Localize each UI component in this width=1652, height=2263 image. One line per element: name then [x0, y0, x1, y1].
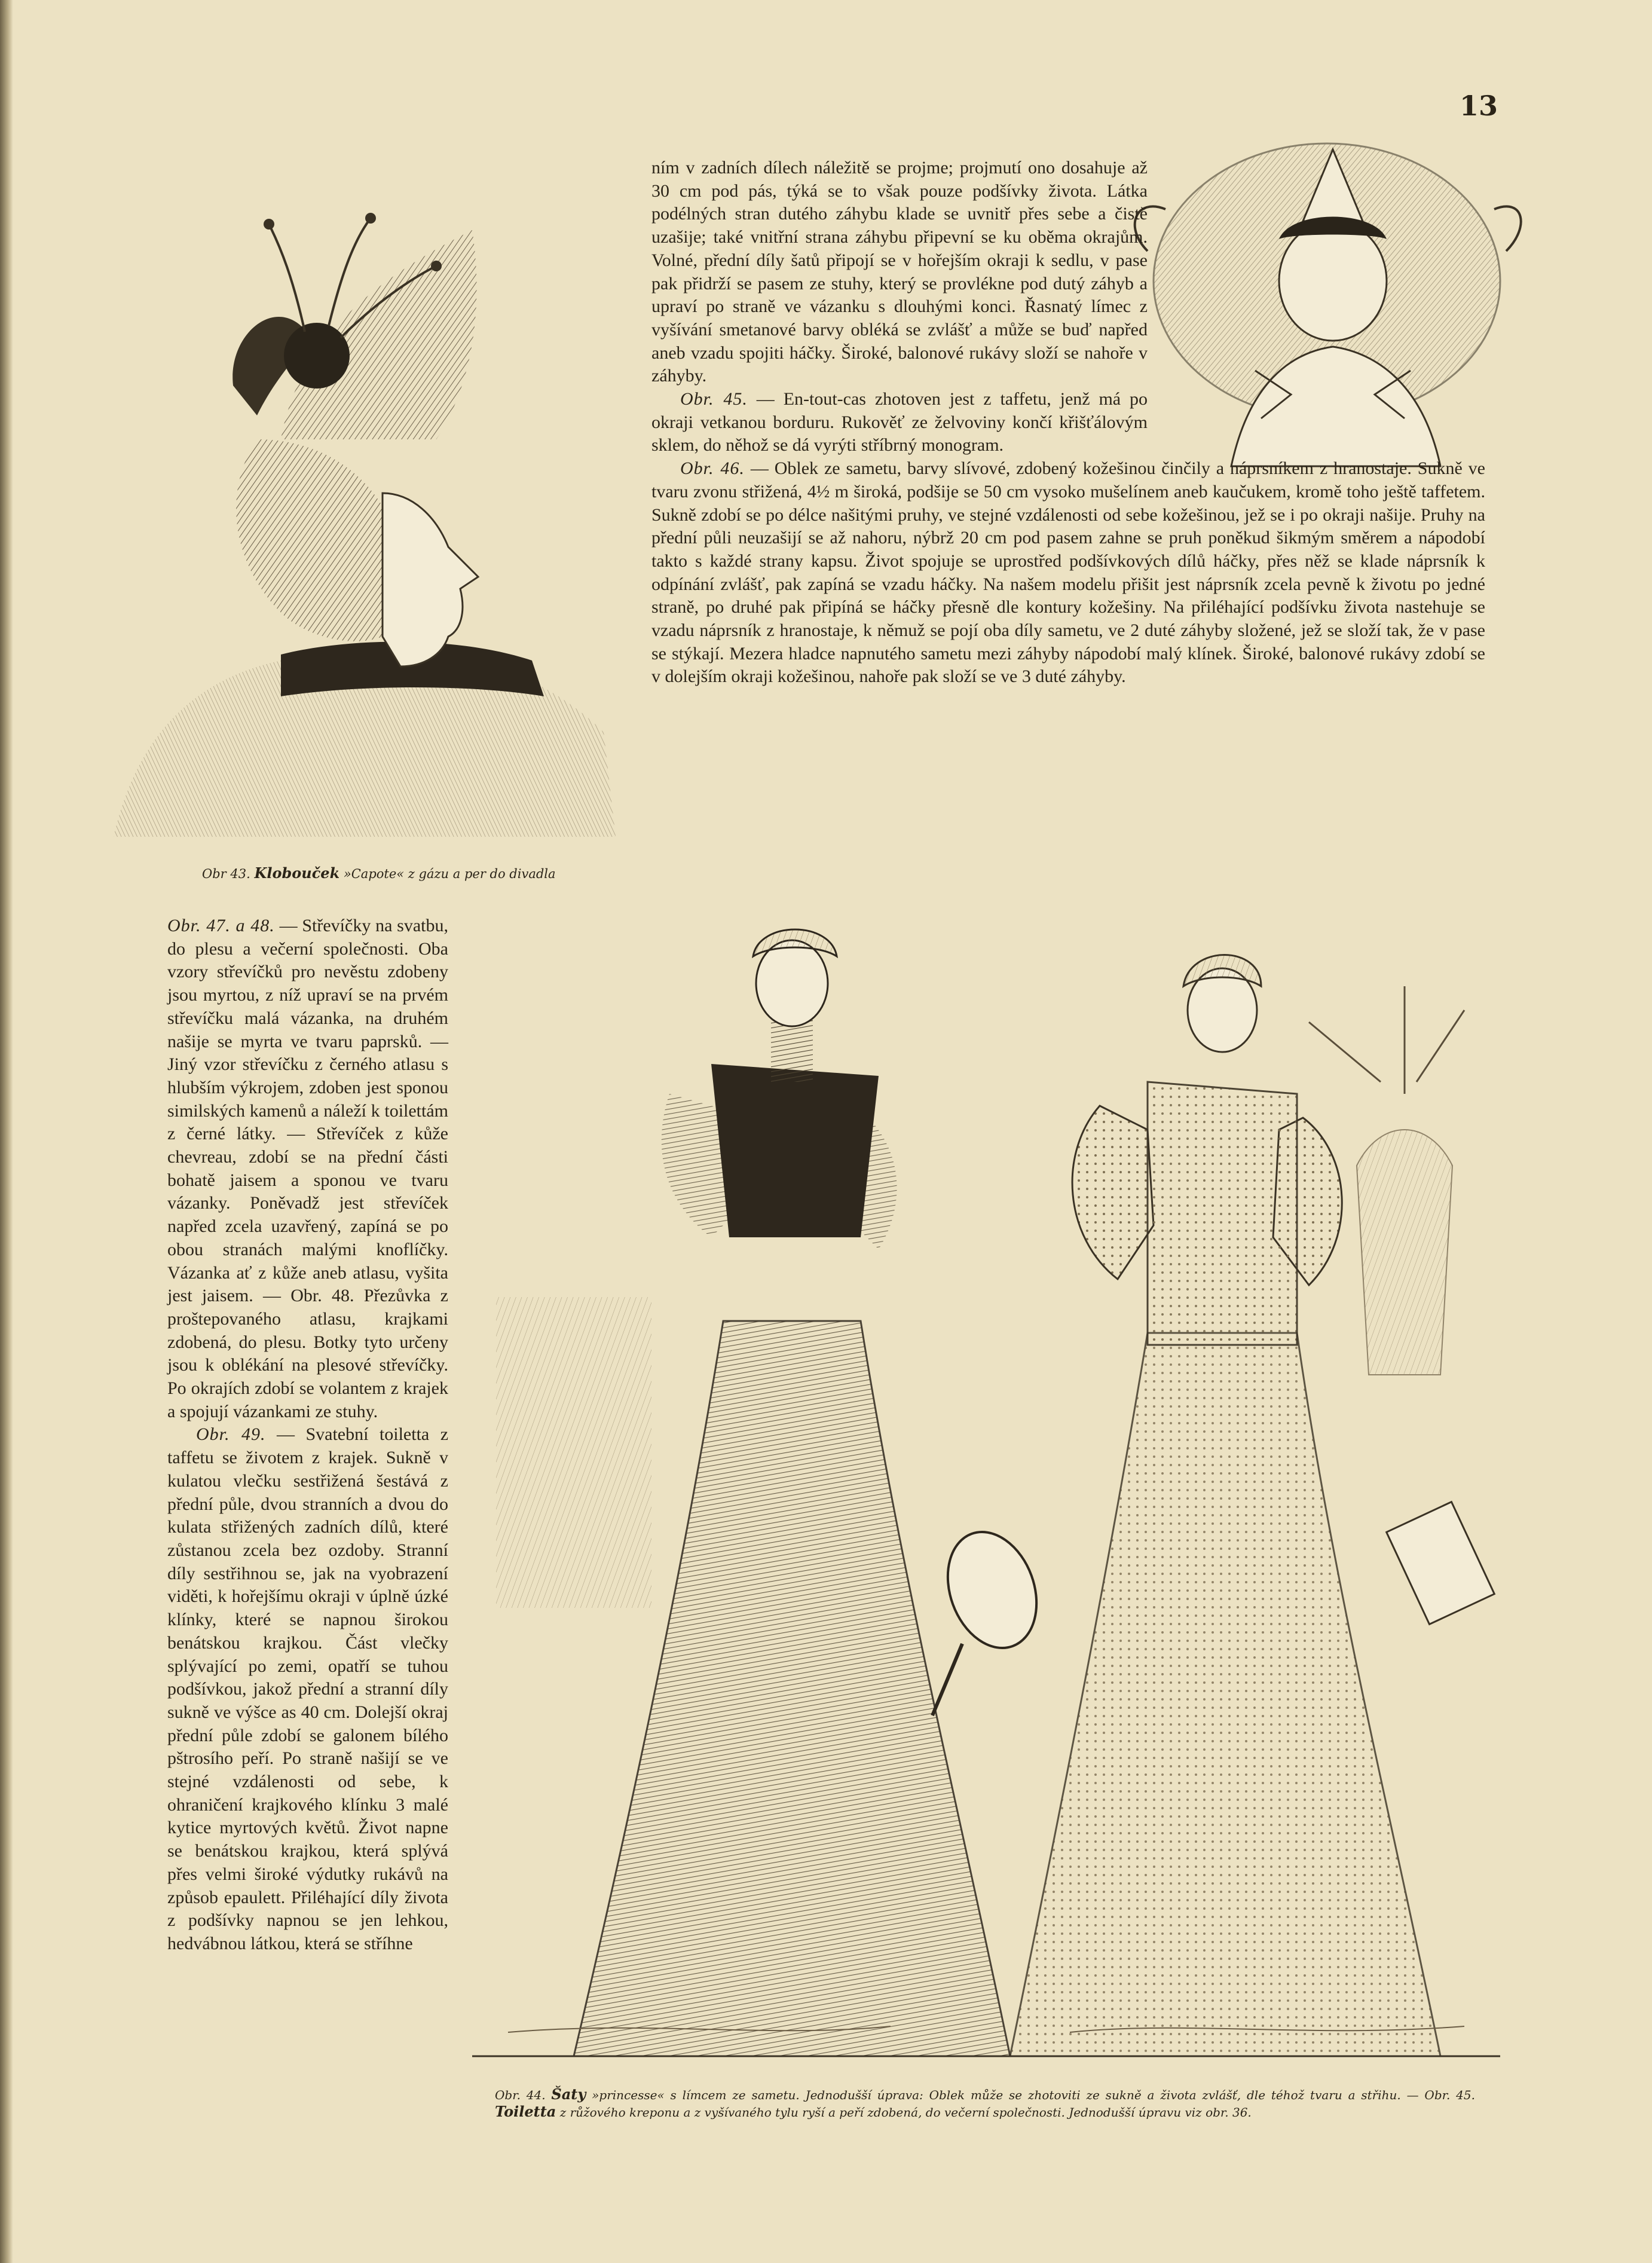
caption-fig44-text: »princesse« s límcem ze sametu. Jednodušší úprava: Oblek může se zhotoviti ze sukně a života zvlášť, dle téhož tvaru a střihu. — Obr. 45.	[586, 2088, 1475, 2102]
woman-profile-icon	[102, 158, 628, 837]
page-number: 13	[1459, 90, 1498, 122]
caption-fig44-title: Šaty	[551, 2085, 586, 2103]
caption-fig44-45	[495, 2086, 1475, 2121]
hat-illustration	[102, 158, 628, 837]
caption-fig45-text: z růžového kreponu a z vyšívaného tylu ryší a peří zdobená, do večerní společnosti. Jednodušší úpravu viz obr. 36.	[556, 2105, 1252, 2120]
caption-fig45-title: Toiletta	[495, 2103, 556, 2120]
obr45-label: Obr. 45.	[680, 389, 748, 409]
obr45-text: — En-tout-cas zhotoven jest z taffetu, jenž má po okraji vetkanou borduru. Rukověť ze želvoviny končí křišťálovým sklem, do něhož se dá vyrýti stříbrný monogram.	[651, 389, 1148, 455]
obr46-label: Obr. 46.	[680, 458, 745, 479]
paragraph-obr46	[651, 457, 1485, 689]
two-women-gowns-icon	[472, 867, 1500, 2080]
obr47-text: — Střevíčky na svatbu, do plesu a večerní společnosti. Oba vzory střevíčků pro nevěstu zdobeny jsou myrtou, z níž upraví se na prvém střevíčku malá vázanka, na druhém našije se myrta ve tvaru paprsků. — Jiný vzor střevíčku z černého atlasu s hlubším výkrojem, zdoben jest sponou similských kamenů a náleží k toilettám z černé látky. — Střevíček z kůže chevreau, zdobí se na přední části bohatě jaisem a sponou ve tvaru vázanky. Poněvadž jest střevíček napřed zcela uzavřený, zapíná se po obou stranách malými knoflíčky. Vázanka ať z kůže aneb atlasu, vyšita jest jaisem. — Obr. 48. Přezůvka z proštepovaného atlasu, krajkami zdobená, do plesu. Botky tyto určeny jsou k oblékání na plesové střevíčky. Po okrajích zdobí se volantem z krajek a spojují vázankami ze stuhy.	[167, 916, 448, 1421]
paragraph-obr49	[167, 1423, 448, 1955]
obr49-label: Obr. 49.	[196, 1424, 266, 1445]
article-column-left	[167, 915, 448, 1956]
caption-fig44-number: Obr. 44.	[495, 2088, 546, 2102]
caption-fig43-text: »Capote« z gázu a per do divadla	[339, 867, 556, 881]
obr49-text: — Svatební toiletta z taffetu se životem z krajek. Sukně v kulatou vlečku sestřižená šestává z přední půle, dvou stranních a dvou do kulata střižených zadních dílů, které zůstanou zcela bez ozdoby. Stranní díly sestřihnou se, jak na vyobrazení viděti, k hořejšímu okraji v úplně úzké klínky, které se napnou širokou benátskou krajkou. Část vlečky splývající po zemi, opatří se tuhou podšívkou, jakož přední a stranní díly sukně ve výšce as 40 cm. Dolejší okraj přední půle zdobí se galonem bílého pštrosího peří. Po straně našijí se ve stejné vzdálenosti od sebe, k ohraničení krajkového klínku 3 malé kytice myrtových květů. Život napne se benátskou krajkou, která splývá přes velmi široké výdutky rukávů na způsob epaulett. Přiléhající díly života z podšívky napnou se jen lehkou, hedvábnou látkou, která se stříhne	[167, 1424, 449, 1953]
page-binding-shadow	[0, 0, 13, 2263]
paragraph-obr45	[651, 388, 1148, 457]
caption-fig43-number: Obr 43.	[202, 867, 250, 881]
dress-illustration	[472, 867, 1500, 2080]
paragraph-obr47	[167, 915, 448, 1423]
paragraph-continuation: ním v zadních dílech náležitě se projme; projmutí ono dosahuje až 30 cm pod pás, týká se to však pouze podšívky života. Látka podélných stran dutého záhybu klade se uvnitř přes sebe a čistě uzašije; také vnitřní strana záhybu připevní se ku oběma okrajům. Volné, přední díly šatů připojí se v hořejším okraji k sedlu, v pase pak přidrží se pasem ze stuhy, který se provlékne pod dutý záhyb a upraví po straně ve vázanku s dlouhými konci. Řasnatý límec z vyšívání smetanové barvy obléká se zvlášť a může se buď napřed aneb vzadu spojiti háčky. Široké, balonové rukávy složí se nahoře v záhyby.	[651, 158, 1148, 386]
caption-fig43-title: Klobouček	[254, 864, 340, 882]
obr46-text: — Oblek ze sametu, barvy slívové, zdobený kožešinou činčily a náprsníkem z hranostaje. Sukně ve tvaru zvonu střižená, 4½ m široká, podšije se 50 cm vysoko mušelínem aneb kaučukem, kromě toho ještě taffetem. Sukně zdobí se po délce našitými pruhy, ve stejné vzdálenosti od sebe kožešinou, jež se i po okraji našije. Pruhy na přední půli neuzašijí se až nahoru, nýbrž 20 cm pod pasem zahne se pruh poněkud šikmým směrem a nápodobí takto s každé strany kapsu. Život spojuje se uprostřed podšívkových dílů háčky, přes něž se klade náprsník k odpínání zvlášť, pak zapíná se vzadu háčky. Na našem modelu přišit jest náprsník zcela pevně k životu po jedné straně, po druhé pak připíná se háčky přesně dle kontury kožešiny. Na přiléhající podšívku života nastehuje se vzadu náprsník z hranostaje, k němuž se pojí oba díly sametu, ve 2 duté záhyby složené, jež se složí tak, že v pase se stýkají. Mezera hladce napnutého sametu mezi záhyby nápodobí malý klínek. Široké, balonové rukávy zdobí se v dolejším okraji kožešinou, nahoře pak složí se ve 3 duté záhyby.	[651, 458, 1485, 687]
article-column-top	[651, 157, 1485, 689]
obr47-label: Obr. 47. a 48.	[167, 916, 275, 935]
